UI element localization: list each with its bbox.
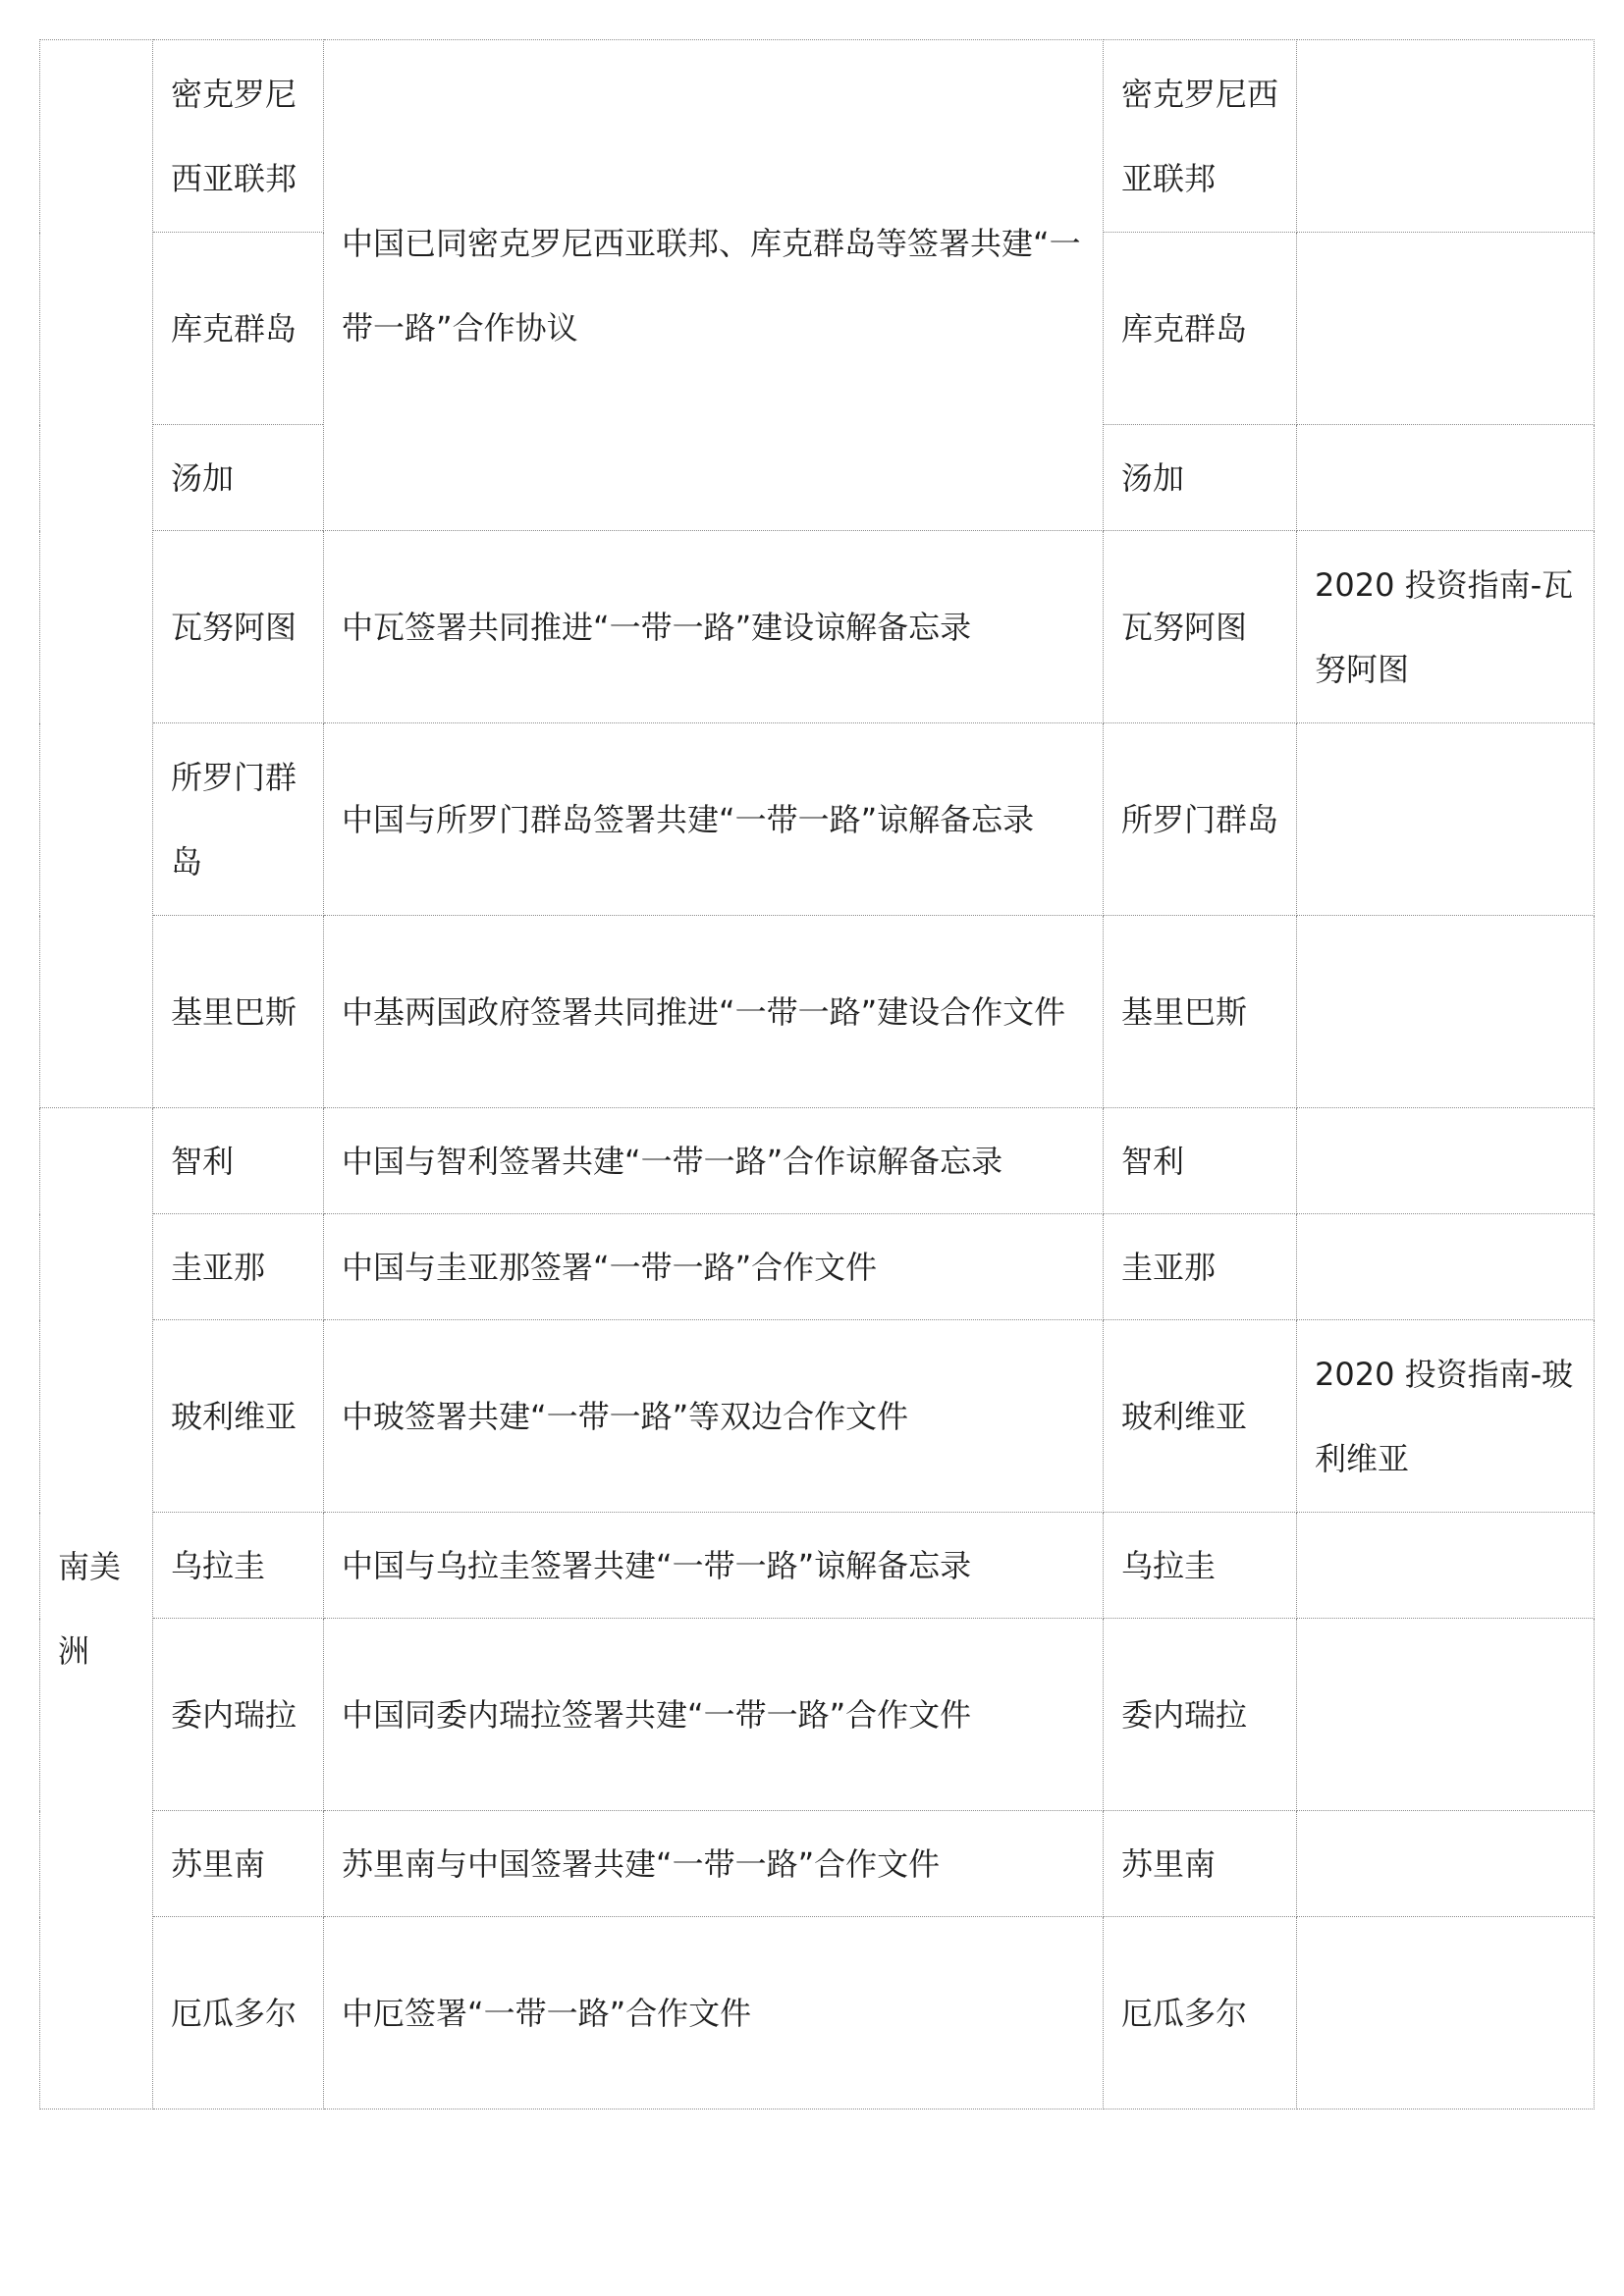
country-short-cell: 基里巴斯 [1104,916,1297,1108]
guide-cell: 2020 投资指南-瓦努阿图 [1297,531,1595,723]
table-row [40,1619,1595,1811]
guide-cell [1297,1619,1595,1811]
agreement-cell: 中玻签署共建“一带一路”等双边合作文件 [324,1320,1104,1513]
country-cell: 苏里南 [153,1811,324,1917]
agreement-cell: 中国与智利签署共建“一带一路”合作谅解备忘录 [324,1108,1104,1214]
country-short-cell: 智利 [1104,1108,1297,1214]
table-row [40,531,1595,723]
agreement-cell: 中国与乌拉圭签署共建“一带一路”谅解备忘录 [324,1513,1104,1619]
guide-cell [1297,723,1595,916]
country-cell: 智利 [153,1108,324,1214]
country-cell: 玻利维亚 [153,1320,324,1513]
table-row [40,1811,1595,1917]
table-row [40,1917,1595,2109]
guide-cell [1297,1811,1595,1917]
guide-cell [1297,1214,1595,1320]
region-cell: 南美洲 [40,1108,153,2109]
table-row [40,723,1595,916]
table-row [40,1320,1595,1513]
country-short-cell: 苏里南 [1104,1811,1297,1917]
country-cell: 厄瓜多尔 [153,1917,324,2109]
guide-cell [1297,1917,1595,2109]
table-row [40,1513,1595,1619]
table-row [40,1108,1595,1214]
country-short-cell: 密克罗尼西亚联邦 [1104,40,1297,233]
agreement-cell: 中国同委内瑞拉签署共建“一带一路”合作文件 [324,1619,1104,1811]
country-short-cell: 瓦努阿图 [1104,531,1297,723]
country-cell: 所罗门群岛 [153,723,324,916]
guide-cell [1297,425,1595,531]
guide-cell [1297,40,1595,233]
agreement-cell: 中瓦签署共同推进“一带一路”建设谅解备忘录 [324,531,1104,723]
region-cell-continued [40,40,153,1108]
guide-cell [1297,1108,1595,1214]
guide-cell [1297,916,1595,1108]
country-cell: 圭亚那 [153,1214,324,1320]
agreement-cell: 中国已同密克罗尼西亚联邦、库克群岛等签署共建“一带一路”合作协议 [324,40,1104,531]
country-cell: 委内瑞拉 [153,1619,324,1811]
country-short-cell: 玻利维亚 [1104,1320,1297,1513]
agreement-cell: 中国与圭亚那签署“一带一路”合作文件 [324,1214,1104,1320]
country-short-cell: 乌拉圭 [1104,1513,1297,1619]
agreement-cell: 中国与所罗门群岛签署共建“一带一路”谅解备忘录 [324,723,1104,916]
country-cell: 乌拉圭 [153,1513,324,1619]
country-cell: 汤加 [153,425,324,531]
guide-cell: 2020 投资指南-玻利维亚 [1297,1320,1595,1513]
country-cell: 基里巴斯 [153,916,324,1108]
guide-cell [1297,1513,1595,1619]
country-short-cell: 所罗门群岛 [1104,723,1297,916]
table-row [40,1214,1595,1320]
country-short-cell: 库克群岛 [1104,233,1297,425]
country-short-cell: 圭亚那 [1104,1214,1297,1320]
country-short-cell: 委内瑞拉 [1104,1619,1297,1811]
country-cell: 库克群岛 [153,233,324,425]
table-row [40,916,1595,1108]
agreement-cell: 苏里南与中国签署共建“一带一路”合作文件 [324,1811,1104,1917]
agreement-cell: 中厄签署“一带一路”合作文件 [324,1917,1104,2109]
country-cell: 密克罗尼西亚联邦 [153,40,324,233]
country-cell: 瓦努阿图 [153,531,324,723]
country-short-cell: 汤加 [1104,425,1297,531]
table-row [40,40,1595,233]
country-short-cell: 厄瓜多尔 [1104,1917,1297,2109]
belt-road-countries-table [39,39,1595,2109]
agreement-cell: 中基两国政府签署共同推进“一带一路”建设合作文件 [324,916,1104,1108]
guide-cell [1297,233,1595,425]
